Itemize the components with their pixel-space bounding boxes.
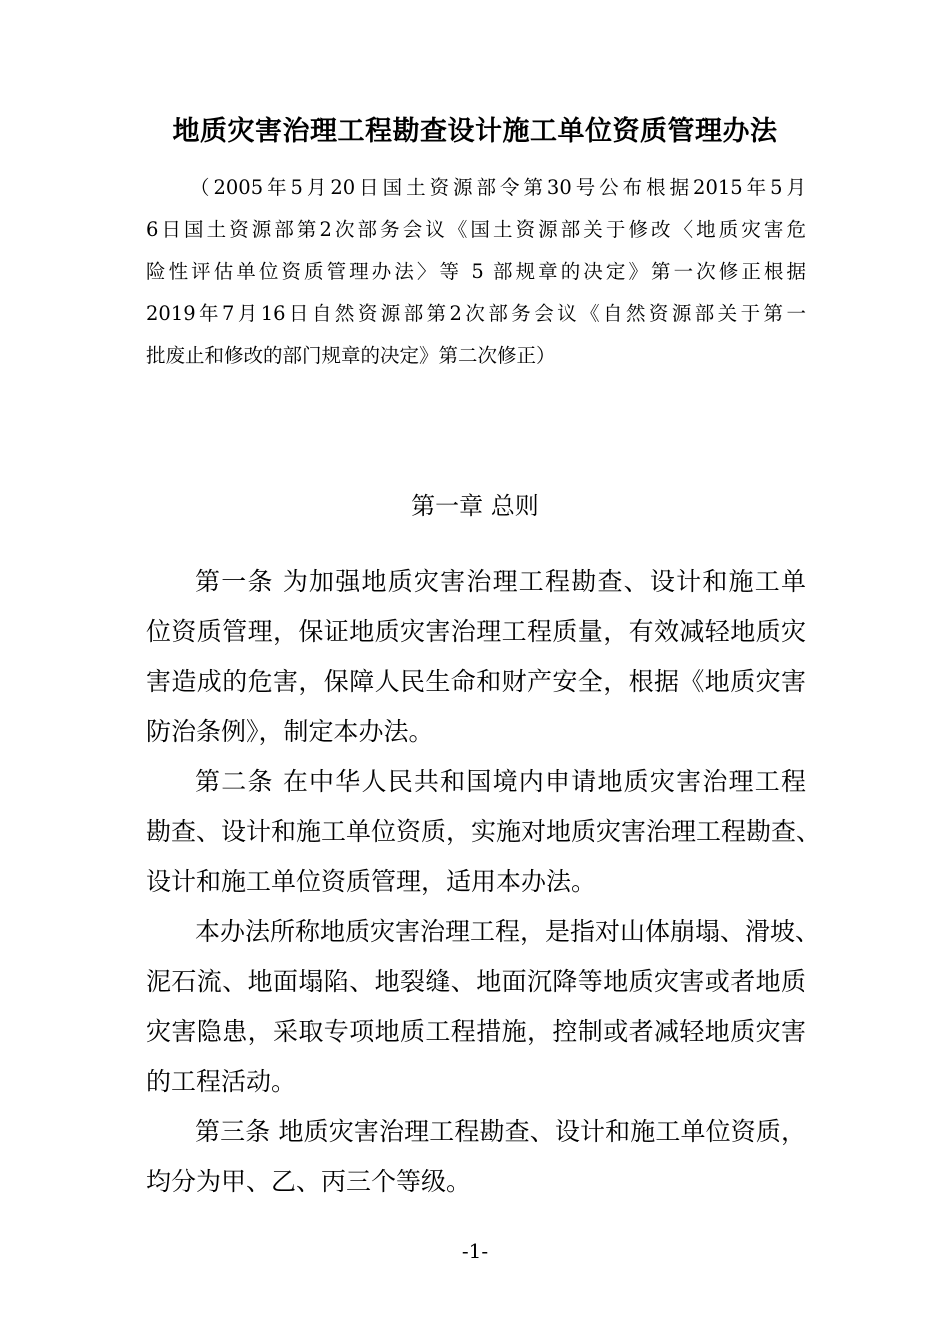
paragraph-line: 第三条 地质灾害治理工程勘查、设计和施工单位资质， xyxy=(195,1117,806,1146)
paragraph-line: 害造成的危害，保障人民生命和财产安全，根据《地质灾害 xyxy=(146,667,806,696)
subtitle-line-3: 险性评估单位资质管理办法〉等 5 部规章的决定》第一次修正根据 xyxy=(146,260,806,283)
paragraph-line: 位资质管理，保证地质灾害治理工程质量，有效减轻地质灾 xyxy=(146,617,806,646)
paragraph-line: 本办法所称地质灾害治理工程，是指对山体崩塌、滑坡、 xyxy=(195,917,821,946)
paragraph-line: 灾害隐患，采取专项地质工程措施，控制或者减轻地质灾害 xyxy=(146,1017,806,1046)
paragraph-line: 泥石流、地面塌陷、地裂缝、地面沉降等地质灾害或者地质 xyxy=(146,967,806,996)
paragraph-line: 设计和施工单位资质管理，适用本办法。 xyxy=(146,867,597,896)
subtitle-line-5: 批废止和修改的部门规章的决定》第二次修正） xyxy=(146,344,556,367)
chapter-heading: 第一章 总则 xyxy=(411,492,539,520)
paragraph-line: 勘查、设计和施工单位资质，实施对地质灾害治理工程勘查、 xyxy=(146,817,822,846)
paragraph-line: 防治条例》，制定本办法。 xyxy=(146,717,434,746)
document-title: 地质灾害治理工程勘查设计施工单位资质管理办法 xyxy=(172,116,778,147)
subtitle-line-1: （2005年5月20日国土资源部令第30号公布根据2015年5月 xyxy=(190,176,806,199)
subtitle-line-2: 6日国土资源部第2次部务会议《国土资源部关于修改〈地质灾害危 xyxy=(146,218,806,241)
paragraph-line: 均分为甲、乙、丙三个等级。 xyxy=(146,1167,472,1196)
paragraph-line: 第二条 在中华人民共和国境内申请地质灾害治理工程 xyxy=(195,767,806,796)
subtitle-line-4: 2019年7月16日自然资源部第2次部务会议《自然资源部关于第一 xyxy=(146,302,806,325)
paragraph-line: 第一条 为加强地质灾害治理工程勘查、设计和施工单 xyxy=(195,567,806,596)
paragraph-line: 的工程活动。 xyxy=(146,1067,297,1096)
page-number: -1- xyxy=(461,1239,489,1263)
